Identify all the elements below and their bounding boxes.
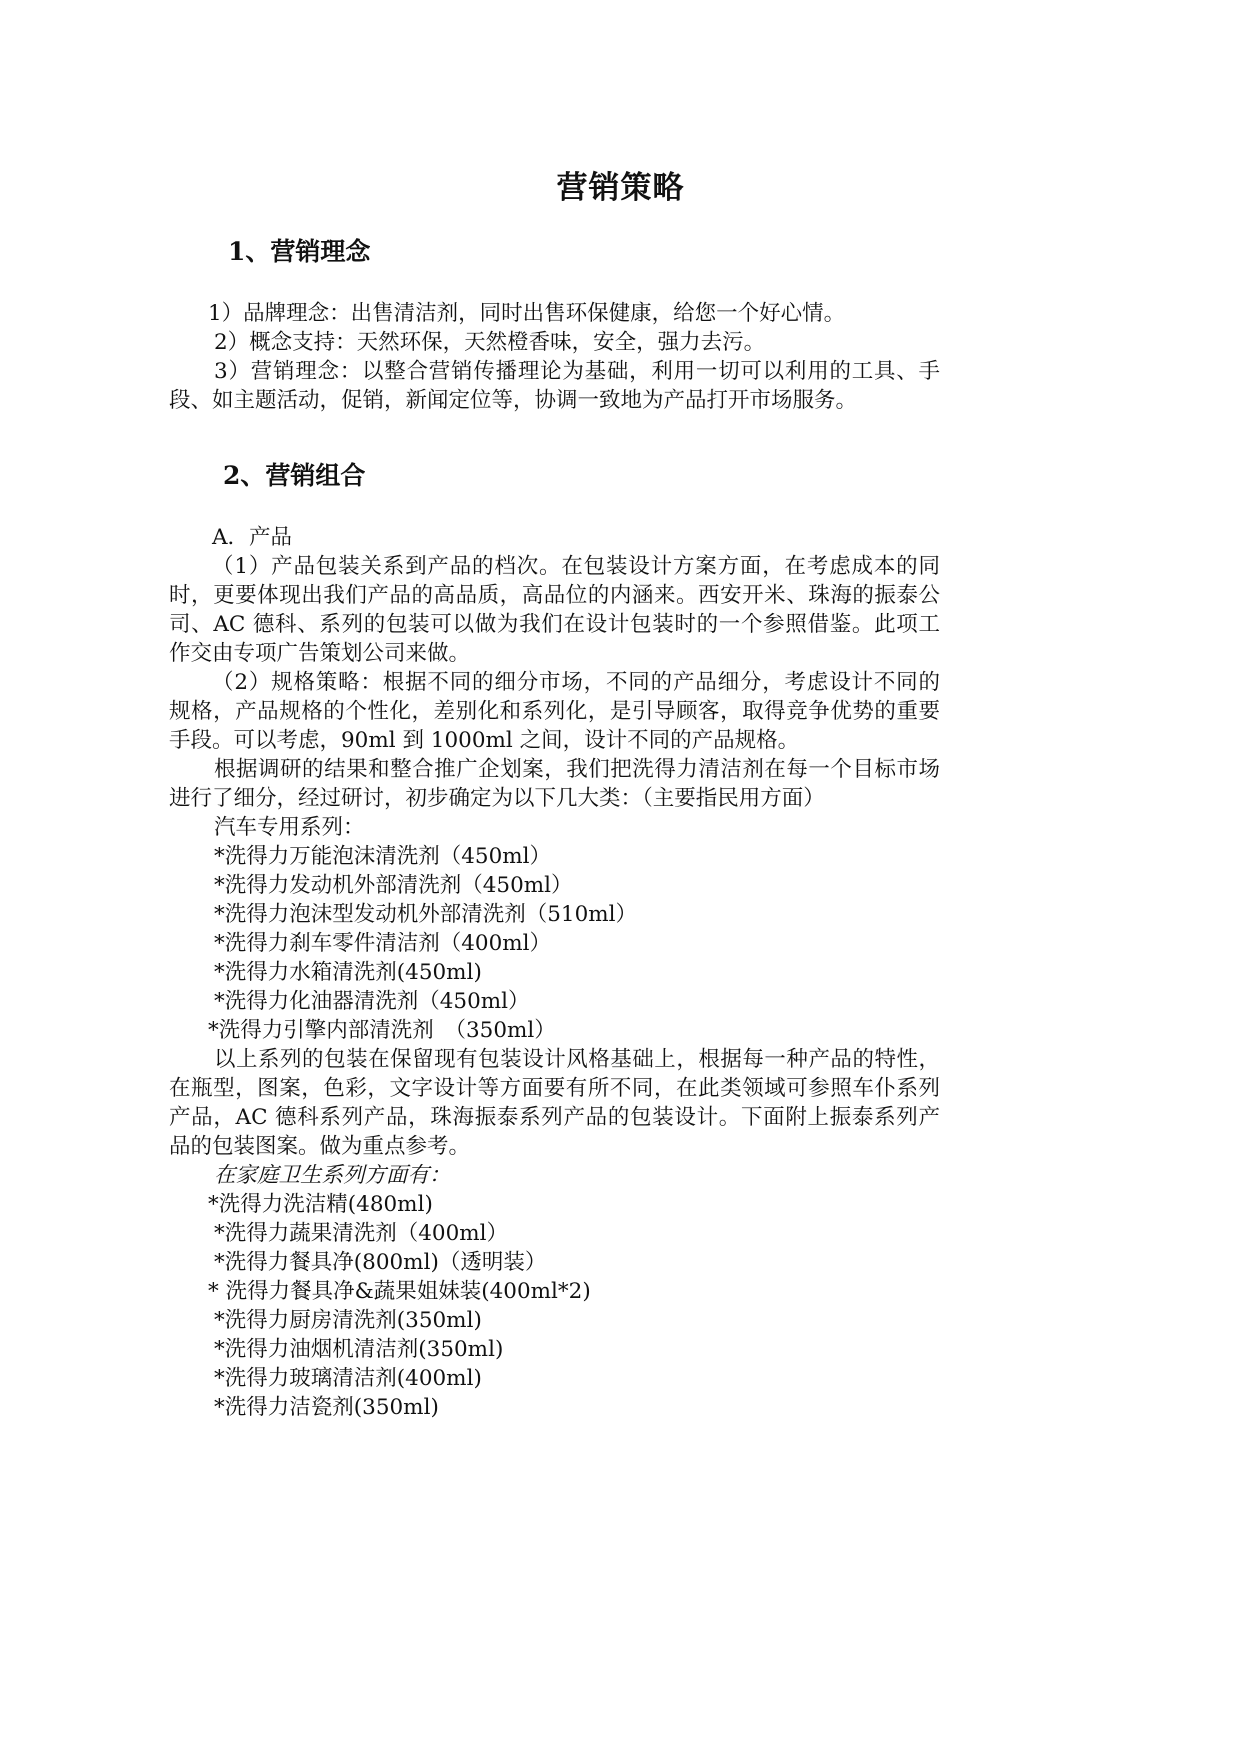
subsection-label: 在家庭卫生系列方面有： — [214, 1163, 451, 1188]
paragraph-line: 进行了细分，经过研讨，初步确定为以下几大类：（主要指民用方面） — [169, 786, 825, 811]
paragraph-line: 手段。可以考虑，90ml 到 1000ml 之间，设计不同的产品规格。 — [169, 728, 800, 753]
paragraph-line: 产品，AC 德科系列产品，珠海振泰系列产品的包装设计。下面附上振泰系列产 — [169, 1105, 940, 1130]
list-item: *洗得力洁瓷剂(350ml) — [214, 1395, 439, 1420]
list-item: *洗得力厨房清洗剂(350ml) — [214, 1308, 482, 1333]
paragraph-line: 1）品牌理念：出售清洁剂，同时出售环保健康，给您一个好心情。 — [208, 301, 846, 326]
list-item: *洗得力蔬果清洗剂（400ml） — [214, 1221, 509, 1246]
list-item: *洗得力水箱清洗剂(450ml) — [214, 960, 482, 985]
paragraph-line: 2）概念支持：天然环保，天然橙香味，安全，强力去污。 — [214, 330, 766, 355]
list-item: *洗得力油烟机清洁剂(350ml) — [214, 1337, 504, 1362]
paragraph-line: 3）营销理念：以整合营销传播理论为基础，利用一切可以利用的工具、手 — [214, 359, 940, 384]
section-heading-2: 2、营销组合 — [223, 461, 366, 490]
list-item: * 洗得力餐具净&蔬果姐妹装(400ml*2) — [208, 1279, 591, 1304]
list-item: *洗得力发动机外部清洗剂（450ml） — [214, 873, 573, 898]
list-item: *洗得力化油器清洗剂（450ml） — [214, 989, 530, 1014]
paragraph-line: （2）规格策略：根据不同的细分市场，不同的产品细分，考虑设计不同的 — [212, 670, 940, 695]
list-item: 汽车专用系列： — [214, 815, 365, 840]
paragraph-line: 在瓶型，图案，色彩，文字设计等方面要有所不同，在此类领域可参照车仆系列 — [169, 1076, 940, 1101]
paragraph-line: 作交由专项广告策划公司来做。 — [169, 641, 471, 666]
paragraph-line: 根据调研的结果和整合推广企划案，我们把洗得力清洁剂在每一个目标市场 — [214, 757, 940, 782]
paragraph-line: （1）产品包装关系到产品的档次。在包装设计方案方面，在考虑成本的同 — [212, 554, 940, 579]
paragraph-line: 司、AC 德科、系列的包装可以做为我们在设计包装时的一个参照借鉴。此项工 — [169, 612, 940, 637]
paragraph-line: 段、如主题活动，促销，新闻定位等，协调一致地为产品打开市场服务。 — [169, 388, 858, 413]
section-heading-1: 1、营销理念 — [228, 237, 371, 266]
paragraph-line: A．产品 — [212, 525, 293, 550]
list-item: *洗得力万能泡沫清洗剂（450ml） — [214, 844, 552, 869]
paragraph-line: 时，更要体现出我们产品的高品质，高品位的内涵来。西安开米、珠海的振泰公 — [169, 583, 940, 608]
page-title: 营销策略 — [556, 170, 685, 206]
paragraph-line: 品的包装图案。做为重点参考。 — [169, 1134, 471, 1159]
list-item: *洗得力引擎内部清洗剂 （350ml） — [208, 1018, 556, 1043]
list-item: *洗得力玻璃清洁剂(400ml) — [214, 1366, 482, 1391]
list-item: *洗得力刹车零件清洁剂（400ml） — [214, 931, 552, 956]
list-item: *洗得力泡沫型发动机外部清洗剂（510ml） — [214, 902, 638, 927]
list-item: *洗得力餐具净(800ml)（透明装） — [214, 1250, 547, 1275]
paragraph-line: 规格，产品规格的个性化，差别化和系列化，是引导顾客，取得竞争优势的重要 — [169, 699, 940, 724]
list-item: *洗得力洗洁精(480ml) — [208, 1192, 433, 1217]
paragraph-line: 以上系列的包装在保留现有包装设计风格基础上，根据每一种产品的特性， — [214, 1047, 940, 1072]
